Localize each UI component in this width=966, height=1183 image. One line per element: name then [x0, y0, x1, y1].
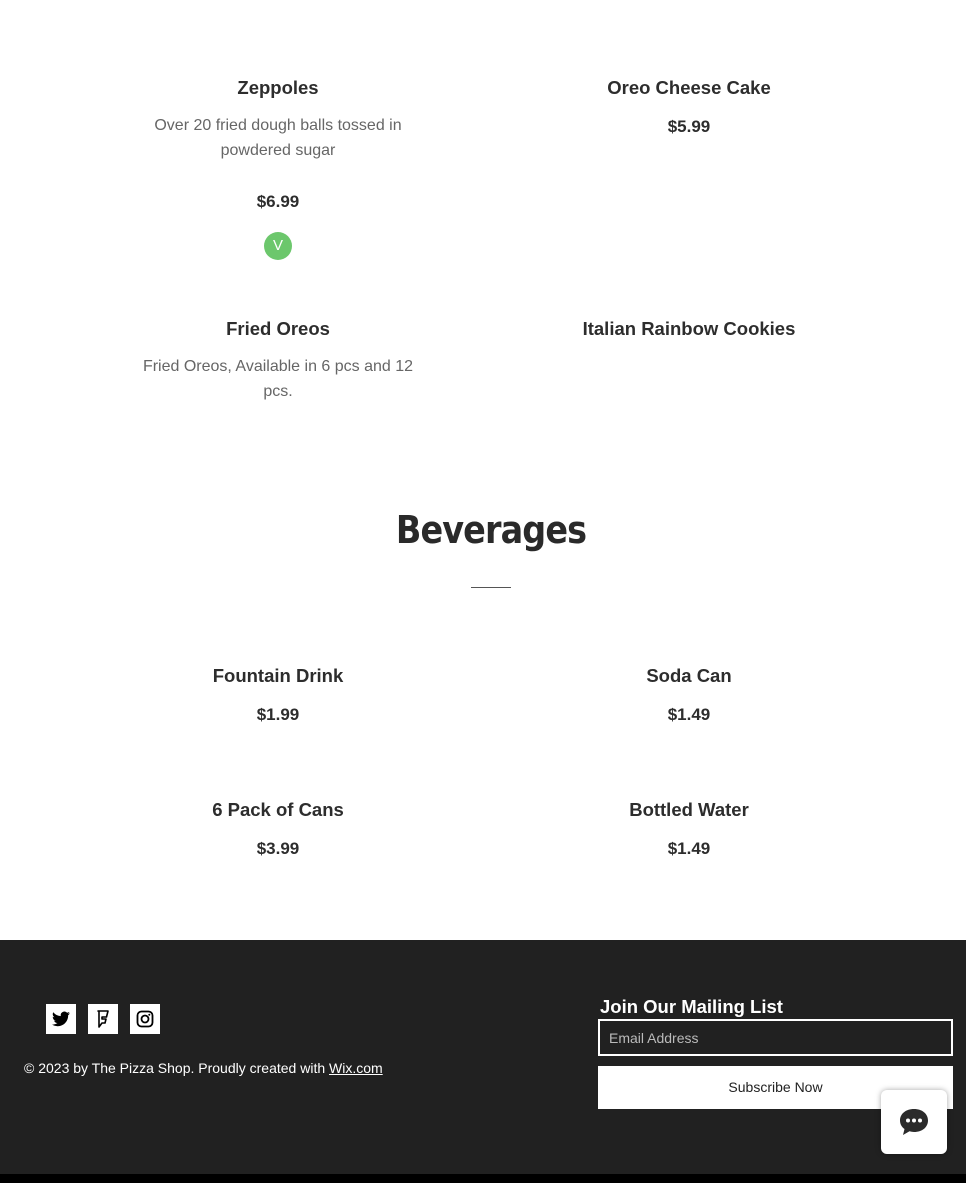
menu-item-name: Bottled Water	[629, 799, 749, 820]
subscribe-button[interactable]: Subscribe Now	[598, 1066, 953, 1109]
menu-item-name: Soda Can	[646, 665, 732, 686]
menu-item-price: $1.99	[256, 705, 300, 724]
copyright-text	[24, 1060, 383, 1076]
menu-item-price: $5.99	[667, 117, 711, 136]
site-footer	[0, 940, 966, 1174]
menu-item-name: Zeppoles	[237, 77, 319, 98]
instagram-icon[interactable]	[130, 1004, 160, 1034]
cut-off-price-left	[258, 0, 300, 2]
email-field-container	[598, 1019, 953, 1056]
menu-item-name: Oreo Cheese Cake	[607, 77, 771, 98]
cut-off-price-right	[668, 0, 710, 2]
foursquare-icon[interactable]	[88, 1004, 118, 1034]
copyright-label: © 2023 by The Pizza Shop. Proudly created with	[24, 1060, 330, 1076]
email-field[interactable]	[600, 1021, 951, 1054]
chat-icon	[898, 1107, 930, 1137]
menu-item-description: Fried Oreos, Available in 6 pcs and 12 pcs.	[142, 358, 414, 400]
menu-item-price: $6.99	[256, 192, 300, 211]
menu-item-name: Fountain Drink	[212, 665, 344, 686]
menu-item-price: $1.49	[667, 839, 711, 858]
mailing-list-title: Join Our Mailing List	[600, 996, 783, 1017]
vegetarian-badge: V	[264, 232, 292, 260]
bottom-bar	[0, 1174, 966, 1183]
menu-item-price: $1.49	[667, 705, 711, 724]
menu-item-price: $3.99	[256, 839, 300, 858]
chat-button[interactable]	[881, 1090, 947, 1154]
twitter-icon[interactable]	[46, 1004, 76, 1034]
section-divider	[471, 587, 511, 588]
menu-item-name: Fried Oreos	[226, 318, 330, 339]
menu-item-description: Over 20 fried dough balls tossed in powdered sugar	[154, 117, 402, 159]
section-title: Beverages	[395, 508, 587, 552]
menu-item-name: Italian Rainbow Cookies	[582, 318, 796, 339]
wix-link[interactable]: Wix.com	[329, 1060, 383, 1076]
menu-item-name: 6 Pack of Cans	[212, 799, 344, 820]
